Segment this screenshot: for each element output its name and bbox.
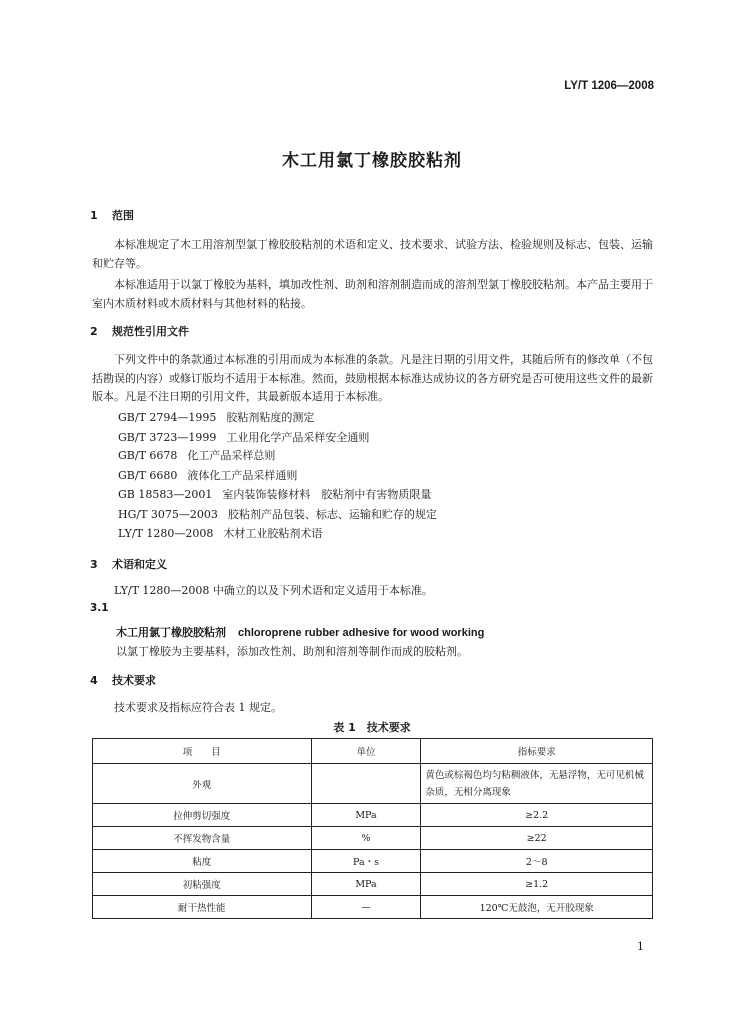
reference-code: LY/T 1280—2008 xyxy=(118,527,214,540)
table-row xyxy=(93,850,653,873)
section-number: 3 xyxy=(90,558,98,571)
header-item: 项 目 xyxy=(93,739,312,764)
reference-code: GB 18583—2001 xyxy=(118,488,213,501)
reference-item xyxy=(118,447,275,464)
cell-unit xyxy=(311,764,421,804)
cell-unit: % xyxy=(311,827,421,850)
reference-name: 室内装饰装修材料 胶粘剂中有害物质限量 xyxy=(222,488,432,501)
section-title: 范围 xyxy=(112,209,134,222)
section-number: 2 xyxy=(90,325,98,338)
document-title: 木工用氯丁橡胶胶粘剂 xyxy=(282,151,462,171)
cell-requirement: ≥1.2 xyxy=(421,873,653,896)
section-number: 4 xyxy=(90,674,98,687)
table-row xyxy=(93,873,653,896)
header-requirement: 指标要求 xyxy=(421,739,653,764)
table-row xyxy=(93,827,653,850)
section-1-heading xyxy=(90,207,134,223)
cell-item: 耐干热性能 xyxy=(93,896,312,919)
table-row xyxy=(93,896,653,919)
section-2-heading xyxy=(90,323,189,339)
cell-requirement: 2～8 xyxy=(421,850,653,873)
reference-item xyxy=(118,486,431,503)
reference-name: 液体化工产品采样通则 xyxy=(187,469,298,482)
section-2-para: 下列文件中的条款通过本标准的引用而成为本标准的条款。凡是注日期的引用文件，其随后所有的修改单（不包括勘误的内容）或修订版均不适用于本标准。然而，鼓励根据本标准达成协议的各方研究是否可使用这些文件的最新版本。凡是不注日期的引用文件，其最新版本适用于本标准。 xyxy=(92,353,653,403)
reference-item xyxy=(118,506,437,523)
cell-unit: MPa xyxy=(311,804,421,827)
table-row xyxy=(93,764,653,804)
cell-item: 拉伸剪切强度 xyxy=(93,804,312,827)
reference-item xyxy=(118,429,369,446)
section-3-heading xyxy=(90,556,167,572)
section-number: 1 xyxy=(90,209,98,222)
cell-unit: — xyxy=(311,896,421,919)
section-1-para-2: 本标准适用于以氯丁橡胶为基料，填加改性剂、助剂和溶剂制造而成的溶剂型氯丁橡胶胶粘剂。本产品主要用于室内木质材料或木质材料与其他材料的粘接。 xyxy=(92,278,653,310)
standard-number: LY/T 1206—2008 xyxy=(564,80,654,92)
section-title: 规范性引用文件 xyxy=(112,325,189,338)
table-header-row xyxy=(93,739,653,764)
reference-code: HG/T 3075—2003 xyxy=(118,508,218,521)
page-number: 1 xyxy=(637,940,644,953)
reference-name: 工业用化学产品采样安全通则 xyxy=(226,431,370,444)
cell-unit: MPa xyxy=(311,873,421,896)
cell-item: 初粘强度 xyxy=(93,873,312,896)
reference-item xyxy=(118,409,314,426)
cell-requirement: ≥22 xyxy=(421,827,653,850)
reference-code: GB/T 6678 xyxy=(118,449,178,462)
table-caption: 表 1 技术要求 xyxy=(333,721,411,734)
term-number: 3.1 xyxy=(90,602,109,614)
cell-requirement: 黄色或棕褐色均匀粘稠液体，无悬浮物，无可见机械杂质，无相分离现象 xyxy=(421,764,653,804)
reference-name: 胶粘剂产品包装、标志、运输和贮存的规定 xyxy=(227,508,437,521)
reference-code: GB/T 6680 xyxy=(118,469,178,482)
term-heading xyxy=(116,624,484,640)
table-row xyxy=(93,804,653,827)
cell-unit: Pa・s xyxy=(311,850,421,873)
section-3-para: LY/T 1280—2008 中确立的以及下列术语和定义适用于本标准。 xyxy=(114,584,433,597)
cell-item: 外观 xyxy=(93,764,312,804)
term-definition: 以氯丁橡胶为主要基料，添加改性剂、助剂和溶剂等制作而成的胶粘剂。 xyxy=(116,645,468,658)
section-title: 技术要求 xyxy=(112,674,156,687)
reference-item xyxy=(118,467,297,484)
reference-item xyxy=(118,525,322,542)
reference-code: GB/T 3723—1999 xyxy=(118,431,217,444)
requirements-table xyxy=(92,738,653,919)
reference-name: 胶粘剂粘度的测定 xyxy=(226,411,315,424)
reference-code: GB/T 2794—1995 xyxy=(118,411,217,424)
section-4-para: 技术要求及指标应符合表 1 规定。 xyxy=(114,701,282,714)
cell-requirement: ≥2.2 xyxy=(421,804,653,827)
section-title: 术语和定义 xyxy=(112,558,167,571)
reference-name: 化工产品采样总则 xyxy=(187,449,276,462)
cell-item: 粘度 xyxy=(93,850,312,873)
reference-name: 木材工业胶粘剂术语 xyxy=(223,527,323,540)
header-unit: 单位 xyxy=(311,739,421,764)
cell-item: 不挥发物含量 xyxy=(93,827,312,850)
term-english: chloroprene rubber adhesive for wood working xyxy=(238,627,485,639)
cell-requirement: 120℃无鼓泡，无开胶现象 xyxy=(421,896,653,919)
section-1-para-1: 本标准规定了木工用溶剂型氯丁橡胶胶粘剂的术语和定义、技术要求、试验方法、检验规则及标志、包装、运输和贮存等。 xyxy=(92,238,653,270)
section-4-heading xyxy=(90,672,156,688)
term-chinese: 木工用氯丁橡胶胶粘剂 xyxy=(116,626,226,639)
